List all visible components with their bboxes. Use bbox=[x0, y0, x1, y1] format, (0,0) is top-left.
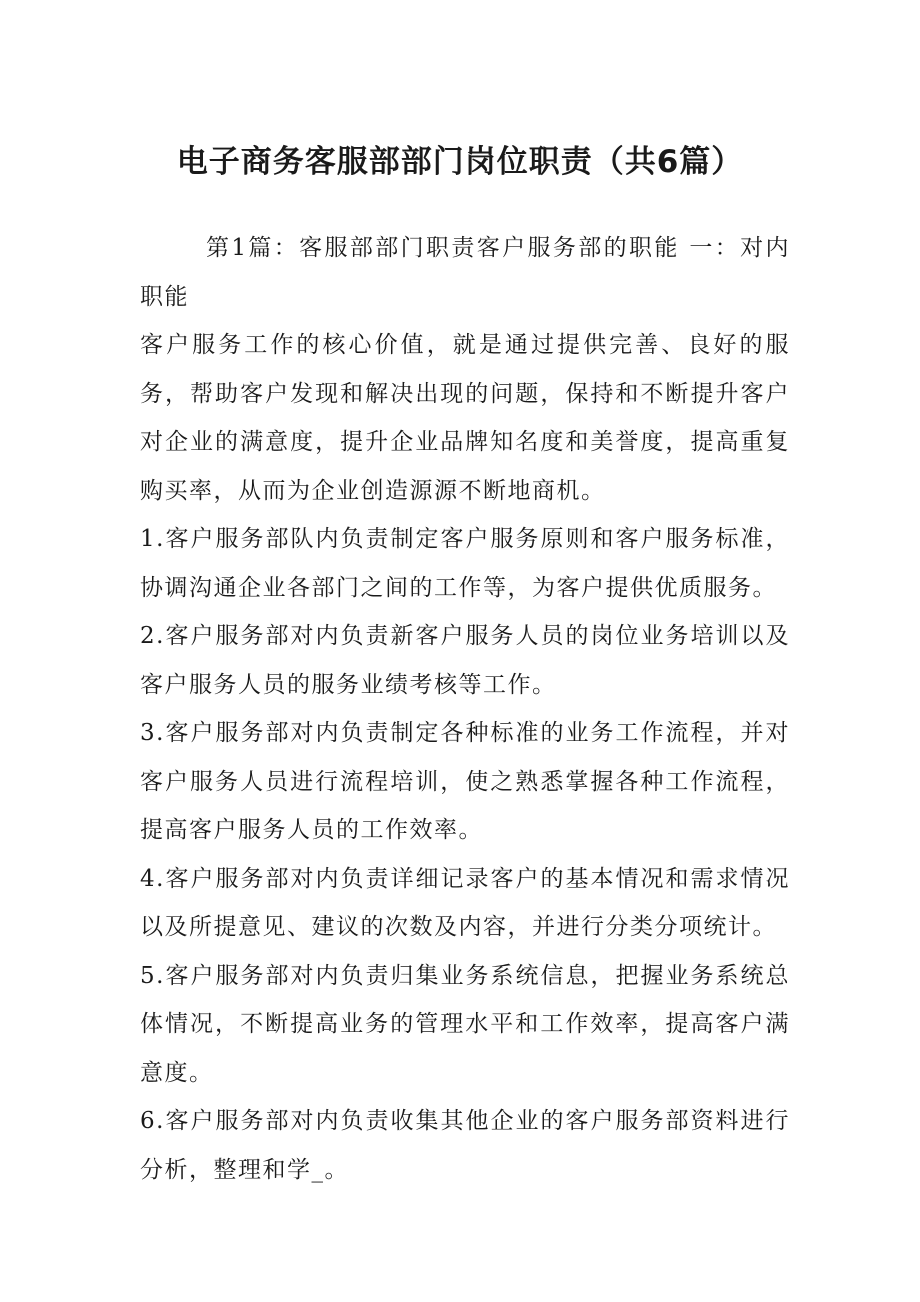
duty-item-6: 6.客户服务部对内负责收集其他企业的客户服务部资料进行分析，整理和学_。 bbox=[140, 1108, 790, 1183]
duty-item-2: 2.客户服务部对内负责新客户服务人员的岗位业务培训以及客户服务人员的服务业绩考核等工作。 bbox=[140, 623, 790, 698]
duty-item-1: 1.客户服务部队内负责制定客户服务原则和客户服务标准，协调沟通企业各部门之间的工作等，为客户提供优质服务。 bbox=[140, 526, 790, 601]
duty-item-5: 5.客户服务部对内负责归集业务系统信息，把握业务系统总体情况，不断提高业务的管理水平和工作效率，提高客户满意度。 bbox=[140, 962, 790, 1086]
duty-item-4: 4.客户服务部对内负责详细记录客户的基本情况和需求情况以及所提意见、建议的次数及内容，并进行分类分项统计。 bbox=[140, 865, 790, 940]
intro-paragraph: 客户服务工作的核心价值，就是通过提供完善、良好的服务，帮助客户发现和解决出现的问题，保持和不断提升客户对企业的满意度，提升企业品牌知名度和美誉度，提高重复购买率，从而为企业创造源源不断地商机。 bbox=[140, 332, 790, 504]
section-heading: 第1篇：客服部部门职责客户服务部的职能 一：对内职能 bbox=[140, 235, 790, 310]
document-body bbox=[140, 224, 790, 1194]
document-title: 电子商务客服部部门岗位职责（共6篇） bbox=[176, 144, 744, 180]
duty-item-3: 3.客户服务部对内负责制定各种标准的业务工作流程，并对客户服务人员进行流程培训，使之熟悉掌握各种工作流程，提高客户服务人员的工作效率。 bbox=[140, 720, 790, 843]
